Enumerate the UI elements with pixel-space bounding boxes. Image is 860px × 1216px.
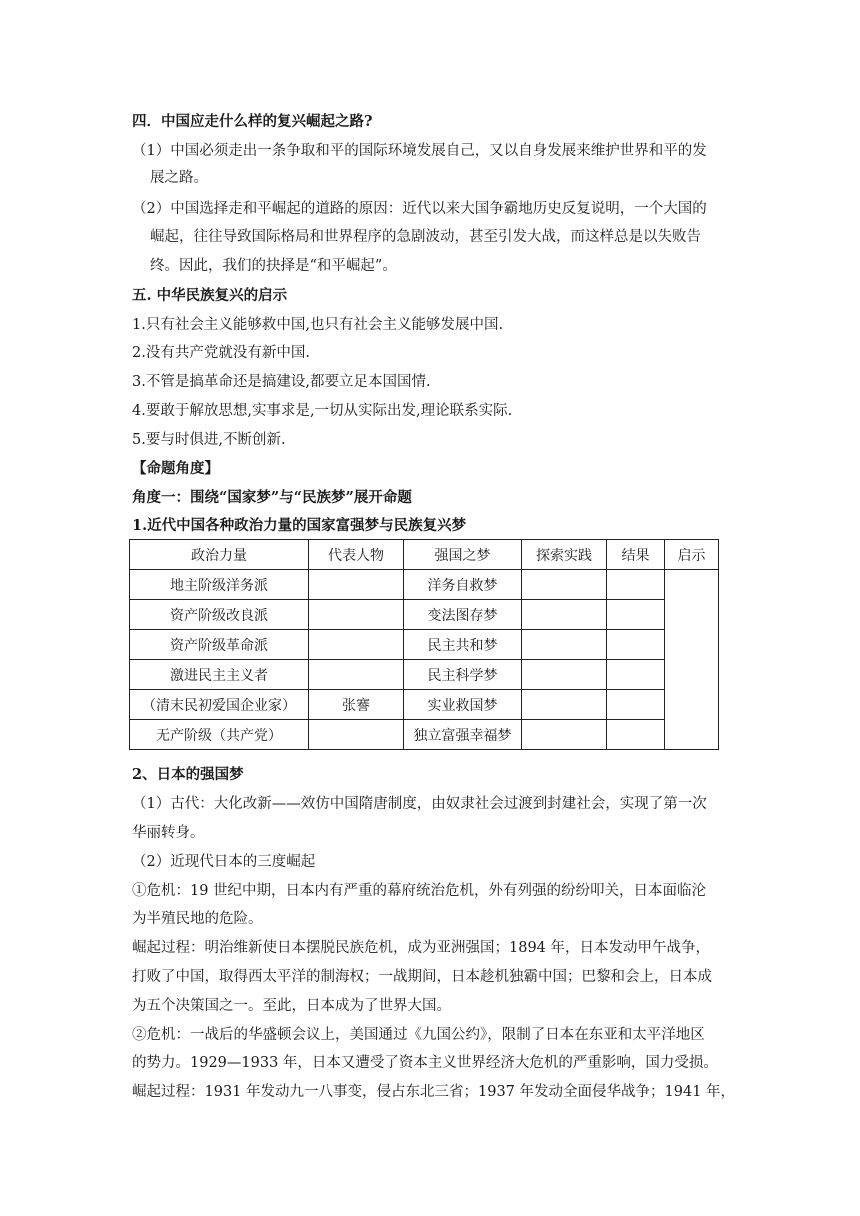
table-cell (309, 630, 404, 660)
list-item: 1.只有社会主义能够救中国,也只有社会主义能够发展中国. (132, 317, 504, 333)
list-item: 4.要敢于解放思想,实事求是,一切从实际出发,理论联系实际. (132, 403, 513, 419)
paragraph-line: 终。因此，我们的抉择是“和平崛起”。 (150, 258, 397, 274)
table-cell (522, 600, 607, 630)
table-cell (309, 660, 404, 690)
table-cell (607, 570, 665, 600)
table-header: 强国之梦 (404, 540, 522, 570)
section-5-title: 五. 中华民族复兴的启示 (132, 287, 288, 304)
paragraph-line: （2）中国选择走和平崛起的道路的原因：近代以来大国争霸地历史反复说明，一个大国的 (132, 201, 707, 217)
table-cell (522, 690, 607, 720)
table-header: 探索实践 (522, 540, 607, 570)
list-item: 5.要与时俱进,不断创新. (132, 432, 286, 448)
table-header: 启示 (665, 540, 719, 570)
table-row (130, 570, 719, 600)
table-cell (309, 720, 404, 750)
table-row (130, 660, 719, 690)
list-item: 3.不管是搞革命还是搞建设,都要立足本国国情. (132, 374, 431, 390)
table-cell: 民主共和梦 (404, 630, 522, 660)
angle-one-title: 角度一：围绕“国家梦”与“民族梦”展开命题 (132, 489, 412, 506)
table-cell (607, 690, 665, 720)
paragraph-line: 打败了中国，取得西太平洋的制海权；一战期间，日本趁机独霸中国；巴黎和会上，日本成 (132, 969, 712, 985)
table-cell (522, 570, 607, 600)
table-row (130, 600, 719, 630)
table-cell (309, 600, 404, 630)
table-cell (607, 600, 665, 630)
table-caption: 1.近代中国各种政治力量的国家富强梦与民族复兴梦 (132, 517, 467, 534)
paragraph-line: （1）古代：大化改新——效仿中国隋唐制度，由奴隶社会过渡到封建社会，实现了第一次 (132, 796, 707, 812)
table-cell: 独立富强幸福梦 (404, 720, 522, 750)
table-cell: 无产阶级（共产党） (130, 720, 309, 750)
table-cell: （清末民初爱国企业家） (130, 690, 309, 720)
table-header: 政治力量 (130, 540, 309, 570)
political-forces-table (129, 539, 719, 750)
paragraph-line: 展之路。 (150, 170, 208, 186)
table-cell: 张謇 (309, 690, 404, 720)
table-row (130, 630, 719, 660)
paragraph-line: 崛起过程：1931 年发动九一八事变，侵占东北三省；1937 年发动全面侵华战争；1941 年， (132, 1084, 736, 1100)
table-cell (309, 570, 404, 600)
paragraph-line: 为五个决策国之一。至此，日本成为了世界大国。 (132, 998, 451, 1014)
table-cell: 资产阶级革命派 (130, 630, 309, 660)
table-cell: 洋务自救梦 (404, 570, 522, 600)
paragraph-line: 崛起过程：明治维新使日本摆脱民族危机，成为亚洲强国；1894 年，日本发动甲午战争， (132, 940, 711, 956)
table-cell: 地主阶级洋务派 (130, 570, 309, 600)
table-cell: 激进民主主义者 (130, 660, 309, 690)
table-cell (522, 720, 607, 750)
proposition-heading: 【命题角度】 (132, 460, 219, 477)
table-row (130, 720, 719, 750)
table-header: 代表人物 (309, 540, 404, 570)
paragraph-line: 华丽转身。 (132, 825, 205, 841)
paragraph-line: （2）近现代日本的三度崛起 (132, 854, 316, 870)
table-cell (522, 630, 607, 660)
section-4-title: 四．中国应走什么样的复兴崛起之路? (132, 113, 373, 130)
table-header: 结果 (607, 540, 665, 570)
paragraph-line: 的势力。1929—1933 年，日本又遭受了资本主义世界经济大危机的严重影响，国力受损。 (132, 1055, 718, 1071)
table-cell (607, 630, 665, 660)
list-item: 2.没有共产党就没有新中国. (132, 345, 310, 361)
japan-section-title: 2、日本的强国梦 (132, 766, 244, 783)
table-cell-merged (665, 570, 719, 750)
table-cell (607, 660, 665, 690)
table-row (130, 690, 719, 720)
paragraph-line: 为半殖民地的危险。 (132, 911, 263, 927)
paragraph-line: （1）中国必须走出一条争取和平的国际环境发展自己，又以自身发展来维护世界和平的发 (132, 143, 707, 159)
table-cell: 民主科学梦 (404, 660, 522, 690)
paragraph-line: ②危机：一战后的华盛顿会议上，美国通过《九国公约》，限制了日本在东亚和太平洋地区 (132, 1027, 705, 1043)
table-cell: 资产阶级改良派 (130, 600, 309, 630)
table-cell (607, 720, 665, 750)
table-cell: 变法图存梦 (404, 600, 522, 630)
table-cell: 实业救国梦 (404, 690, 522, 720)
paragraph-line: 崛起，往往导致国际格局和世界程序的急剧波动，甚至引发大战，而这样总是以失败告 (150, 229, 701, 245)
paragraph-line: ①危机：19 世纪中期，日本内有严重的幕府统治危机，外有列强的纷纷叩关，日本面临沦 (132, 883, 707, 899)
table-cell (522, 660, 607, 690)
table-header-row (130, 540, 719, 570)
